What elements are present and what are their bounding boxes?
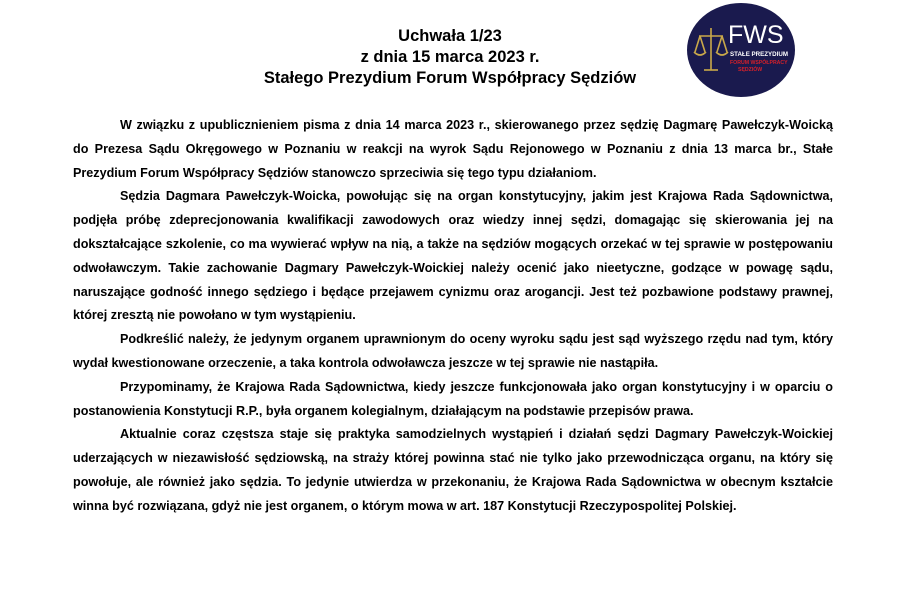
document-title (200, 26, 700, 89)
resolution-date: z dnia 15 marca 2023 r. (360, 48, 540, 66)
paragraph-1: W związku z upublicznieniem pisma z dnia 14 marca 2023 r., skierowanego przez sędzię Dagmarę Pawełczyk-Woicką do Prezesa Sądu Okręgowego w Poznaniu w reakcji na wyrok Sądu Rejonowego w Poznaniu z dnia 13 marca br., Stałe Prezydium Forum Współpracy Sędziów stanowczo sprzeciwia się tego typu działaniom. (73, 118, 833, 180)
issuing-body: Stałego Prezydium Forum Współpracy Sędziów (263, 69, 637, 87)
fws-logo (686, 2, 796, 98)
logo-abbr: FWS (728, 21, 784, 49)
resolution-body (73, 114, 833, 519)
logo-line1: STAŁE PREZYDIUM (730, 51, 788, 58)
logo-line2: FORUM WSPÓŁPRACY (730, 60, 788, 66)
paragraph-3: Podkreślić należy, że jedynym organem uprawnionym do oceny wyroku sądu jest sąd wyższego rzędu nad tym, który wydał kwestionowane orzeczenie, a taka kontrola odwoławcza jeszcze w tej sprawie nie nastąpiła. (73, 332, 833, 370)
paragraph-2: Sędzia Dagmara Pawełczyk-Woicka, powołując się na organ konstytucyjny, jakim jest Krajowa Rada Sądownictwa, podjęła próbę zdeprecjonowania kwalifikacji zawodowych oraz wiedzy innej sędzi, domagając się skierowania jej na dokształcające szkolenie, co ma wywierać wpływ na nią, a także na sędziów mogących orzekać w tej sprawie w postępowaniu odwoławczym. Takie zachowanie Dagmary Pawełczyk-Woickiej należy ocenić jako nieetyczne, godzące w powagę sądu, naruszające godność innego sędziego i będące przejawem cynizmu oraz arogancji. Jest też pozbawione podstawy prawnej, której zresztą nie powołano w tym wystąpieniu. (73, 189, 833, 323)
paragraph-4: Przypominamy, że Krajowa Rada Sądownictwa, kiedy jeszcze funkcjonowała jako organ konstytucyjny i w oparciu o postanowienia Konstytucji R.P., była organem kolegialnym, działającym na podstawie przepisów prawa. (73, 379, 833, 418)
paragraph-5: Aktualnie coraz częstsza staje się praktyka samodzielnych wystąpień i działań sędzi Dagmary Pawełczyk-Woickiej uderzających w niezawisłość sędziowską, na straży której powinna stać nie tylko jako przewodnicząca organu, na który się powołuje, ale również jako sędzia. To jedynie utwierdza w przekonaniu, że Krajowa Rada Sądownictwa w obecnym kształcie winna być rozwiązana, gdyż nie jest organem, o którym mowa w art. 187 Konstytucji Rzeczypospolitej Polskiej. (73, 427, 833, 513)
fws-logo-graphic (686, 2, 796, 98)
logo-line3: SĘDZIÓW (738, 67, 763, 73)
resolution-number: Uchwała 1/23 (398, 27, 502, 45)
